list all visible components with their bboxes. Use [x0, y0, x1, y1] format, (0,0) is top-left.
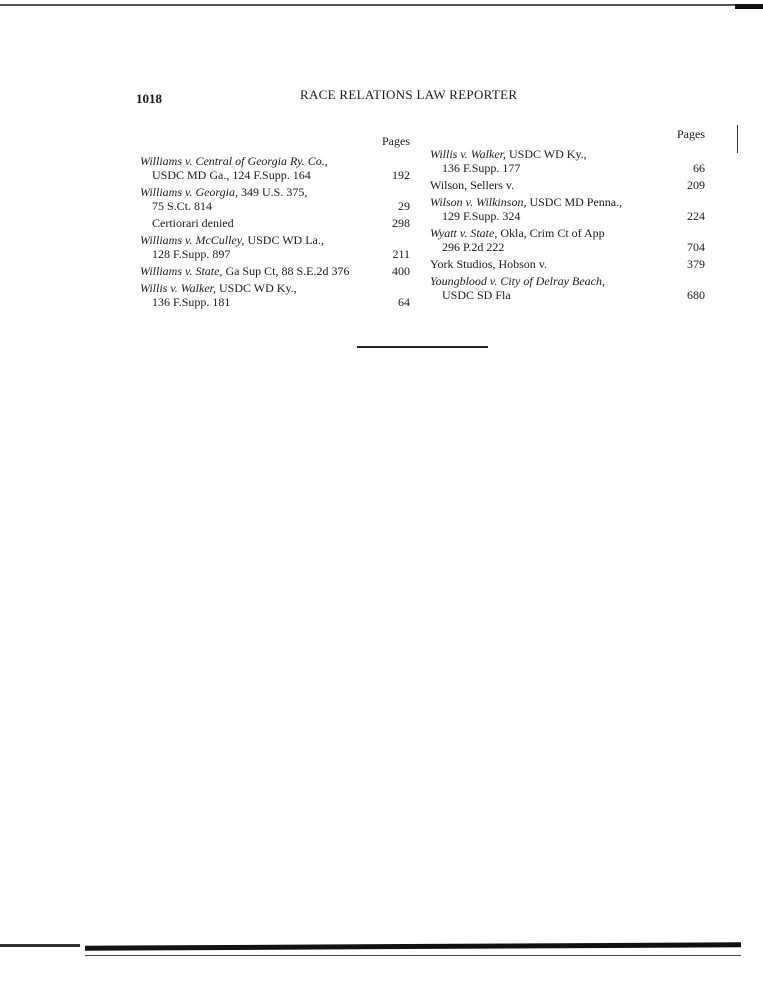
citation-text: USDC MD Penna., [526, 195, 623, 209]
right-column [430, 127, 705, 305]
citation-text: 349 U.S. 375, [238, 185, 308, 199]
citation-text: Wilson, Sellers v. [430, 178, 515, 192]
case-name: Wilson v. Wilkinson, [430, 195, 527, 209]
index-entry [140, 154, 410, 182]
page-reference: 192 [392, 168, 410, 182]
case-name: Williams v. Georgia, [140, 185, 238, 199]
pages-column-header: Pages [382, 134, 410, 148]
entry-first-line [430, 257, 547, 271]
case-name: Williams v. McCulley, [140, 233, 245, 247]
running-head: RACE RELATIONS LAW REPORTER [300, 87, 518, 102]
left-column [140, 134, 410, 312]
index-entry [140, 281, 410, 309]
citation-text: Certiorari denied [152, 216, 234, 230]
page-reference: 64 [398, 295, 410, 309]
case-name: Willis v. Walker, [140, 281, 216, 295]
page-reference: 211 [392, 247, 410, 261]
entry-first-line [430, 147, 587, 161]
case-name: Williams v. State, [140, 264, 223, 278]
pages-column-header: Pages [677, 127, 705, 141]
scan-top-rule [0, 4, 763, 6]
page-reference: 298 [392, 216, 410, 230]
case-name: Willis v. Walker, [430, 147, 506, 161]
citation-continuation: 128 F.Supp. 897 [152, 247, 231, 261]
index-entry [430, 195, 705, 223]
page-reference: 224 [687, 209, 705, 223]
index-entry [140, 233, 410, 261]
page-number: 1018 [136, 91, 162, 106]
citation-text: Ga Sup Ct, 88 S.E.2d 376 [222, 264, 350, 278]
page-reference: 379 [687, 257, 705, 271]
index-entry [430, 147, 705, 175]
citation-text: USDC WD Ky., [216, 281, 297, 295]
entry-first-line [140, 233, 324, 247]
citation-continuation: 136 F.Supp. 181 [152, 295, 231, 309]
page-reference: 704 [687, 240, 705, 254]
citation-continuation: USDC SD Fla [442, 288, 511, 302]
case-name: Williams v. Central of Georgia Ry. Co., [140, 154, 328, 168]
page-reference: 400 [392, 264, 410, 278]
scan-margin-mark [737, 125, 738, 153]
citation-text: Okla, Crim Ct of App [497, 226, 605, 240]
citation-continuation: 296 P.2d 222 [442, 240, 505, 254]
case-name: Wyatt v. State, [430, 226, 498, 240]
citation-continuation: 136 F.Supp. 177 [442, 161, 521, 175]
index-entry [430, 178, 705, 192]
index-entry [430, 226, 705, 254]
entry-first-line [140, 154, 328, 168]
index-entry [140, 264, 410, 278]
citation-text: York Studios, Hobson v. [430, 257, 548, 271]
page-reference: 29 [398, 199, 410, 213]
citation-text: USDC WD La., [244, 233, 324, 247]
page-reference: 66 [693, 161, 705, 175]
index-entry [140, 216, 410, 230]
citation-continuation: 75 S.Ct. 814 [152, 199, 213, 213]
entry-first-line [140, 264, 349, 278]
left-entry-list [140, 154, 410, 309]
scan-bottom-thin-rule [85, 955, 741, 956]
citation-continuation: 129 F.Supp. 324 [442, 209, 521, 223]
entry-first-line [140, 185, 307, 199]
entry-first-line [430, 195, 622, 209]
right-entry-list [430, 147, 705, 302]
citation-continuation: USDC MD Ga., 124 F.Supp. 164 [152, 168, 311, 182]
entry-first-line [430, 178, 514, 192]
entry-first-line [140, 281, 297, 295]
case-name: Youngblood v. City of Delray Beach, [430, 274, 605, 288]
page-reference: 209 [687, 178, 705, 192]
index-entry [140, 185, 410, 213]
citation-text: USDC WD Ky., [506, 147, 587, 161]
index-entry [430, 257, 705, 271]
section-divider [357, 346, 488, 348]
scan-top-rule-mark [735, 4, 763, 9]
entry-first-line [430, 226, 605, 240]
index-entry [430, 274, 705, 302]
page-reference: 680 [687, 288, 705, 302]
entry-first-line [430, 274, 605, 288]
entry-first-line [140, 216, 234, 230]
scan-bottom-rule-left [0, 944, 80, 947]
scan-bottom-rule [85, 942, 741, 950]
